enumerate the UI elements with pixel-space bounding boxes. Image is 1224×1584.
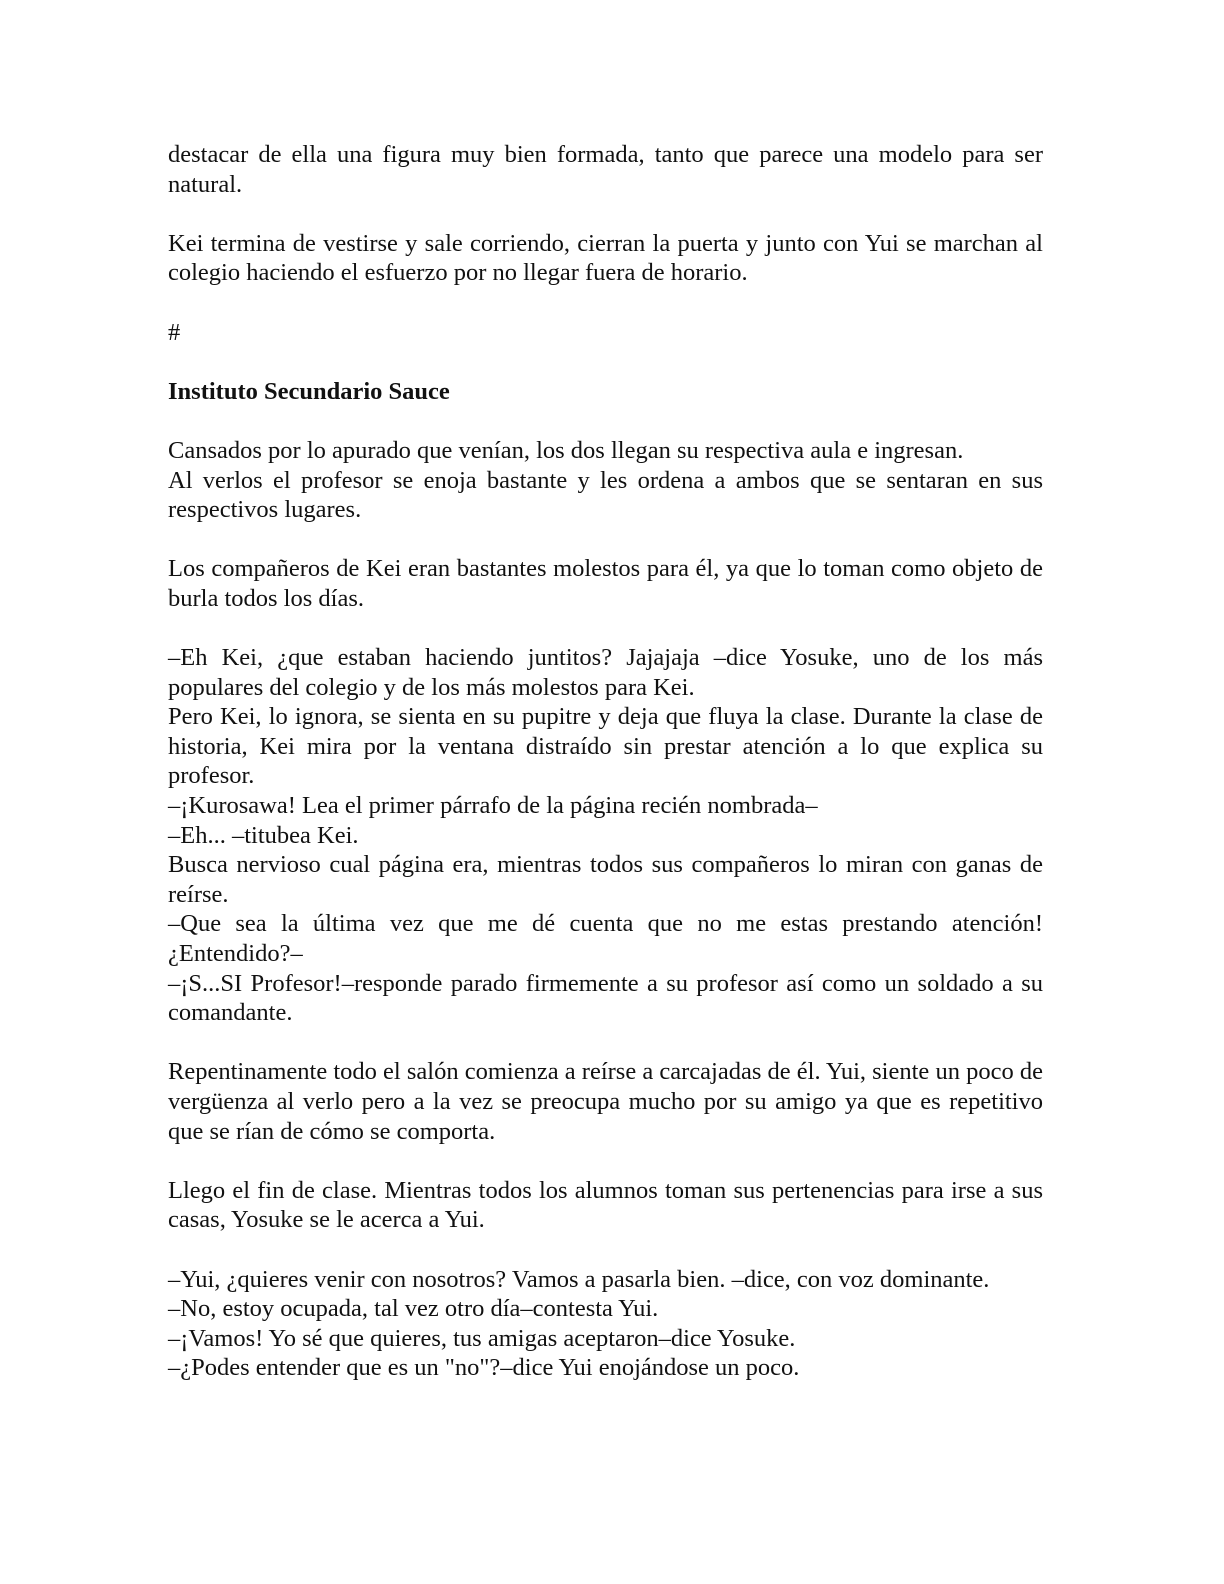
section-heading: Instituto Secundario Sauce [168, 377, 450, 405]
body-paragraph: Busca nervioso cual página era, mientras todos sus compañeros lo miran con ganas de reírse. [168, 851, 1043, 908]
body-paragraph: Llego el fin de clase. Mientras todos los alumnos toman sus pertenencias para irse a sus casas, Yosuke se le acerca a Yui. [168, 1176, 1043, 1234]
body-paragraph: –¿Podes entender que es un "no"?–dice Yui enojándose un poco. [168, 1354, 800, 1382]
body-paragraph: Los compañeros de Kei eran bastantes molestos para él, ya que lo toman como objeto de burla todos los días. [168, 555, 1043, 612]
body-paragraph: destacar de ella una figura muy bien formada, tanto que parece una modelo para ser natural. [168, 141, 1043, 198]
body-paragraph: –Yui, ¿quieres venir con nosotros? Vamos a pasarla bien. –dice, con voz dominante. [168, 1265, 990, 1293]
body-paragraph: –Eh... –titubea Kei. [168, 821, 359, 849]
body-paragraph: # [168, 318, 181, 346]
body-paragraph: –¡Kurosawa! Lea el primer párrafo de la página recién nombrada– [168, 792, 818, 820]
body-paragraph: Pero Kei, lo ignora, se sienta en su pupitre y deja que fluya la clase. Durante la clase de historia, Kei mira por la ventana distraído sin prestar atención a lo que explica su profesor. [168, 703, 1043, 790]
body-paragraph: –¡S...SI Profesor!–responde parado firmemente a su profesor así como un soldado a su comandante. [168, 969, 1043, 1027]
body-paragraph: Repentinamente todo el salón comienza a reírse a carcajadas de él. Yui, siente un poco de vergüenza al verlo pero a la vez se preocupa mucho por su amigo ya que es repetitivo que se rían de cómo se comporta. [168, 1058, 1043, 1145]
body-paragraph: Al verlos el profesor se enoja bastante y les ordena a ambos que se sentaran en sus respectivos lugares. [168, 466, 1043, 524]
body-paragraph: –No, estoy ocupada, tal vez otro día–contesta Yui. [168, 1295, 659, 1323]
body-paragraph: –¡Vamos! Yo sé que quieres, tus amigas aceptaron–dice Yosuke. [168, 1324, 796, 1352]
body-paragraph: –Que sea la última vez que me dé cuenta que no me estas prestando atención! ¿Entendido?– [168, 910, 1043, 968]
body-paragraph: Cansados por lo apurado que venían, los dos llegan su respectiva aula e ingresan. [168, 436, 964, 464]
body-paragraph: Kei termina de vestirse y sale corriendo, cierran la puerta y junto con Yui se marchan al colegio haciendo el esfuerzo por no llegar fuera de horario. [168, 229, 1043, 287]
body-paragraph: –Eh Kei, ¿que estaban haciendo juntitos? Jajajaja –dice Yosuke, uno de los más populares del colegio y de los más molestos para Kei. [168, 644, 1043, 701]
